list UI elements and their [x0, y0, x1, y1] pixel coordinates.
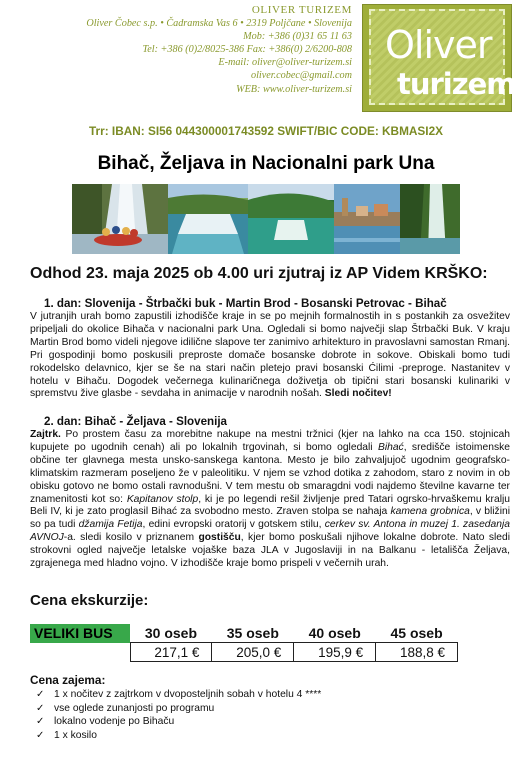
includes-list [36, 688, 321, 742]
group-35: 35 oseb [226, 625, 279, 641]
photo-waterfall [168, 184, 248, 254]
company-logo [362, 4, 516, 112]
day2-lead: Zajtrk. [30, 429, 61, 440]
website[interactable]: WEB: www.oliver-turizem.si [236, 83, 352, 95]
day2-italic-3: kamena grobnica [390, 506, 470, 518]
group-30: 30 oseb [144, 625, 197, 641]
day2-text-3: , ki je po legendi rešil življenje pred Tatari ogrsko-hrvaškemu kralju Beli IV, ki je zato proglasil Bihać za svobodno mesto. Zraven stolpa se nahaja [30, 493, 510, 518]
photo-green-lake [248, 184, 334, 254]
list-item-text: vse oglede zunanjosti po programu [54, 702, 215, 714]
day1-heading [44, 297, 447, 310]
company-address: Oliver Čobec s.p. • Čadramska Vas 6 • 2319 Poljčane • Slovenija [86, 18, 352, 30]
list-item-text: lokalno vodenje po Bihaču [54, 716, 175, 728]
day2-italic-4: džamija Fetija [78, 519, 143, 531]
trip-title: Bihač, Željava in Nacionalni park Una [97, 153, 435, 174]
list-item-text: 1 x kosilo [54, 729, 97, 741]
day1-title: dan: Slovenija - Štrbački buk - Martin Brod - Bosanski Petrovac - Bihač [56, 297, 447, 310]
list-item [36, 688, 321, 702]
price-row-spacer [30, 643, 130, 662]
day2-heading [44, 415, 227, 428]
departure-info: Odhod 23. maja 2025 ob 4.00 uri zjutraj iz AP Videm KRŠKO: [30, 265, 488, 282]
day2-title: dan: Bihač - Željava - Slovenija [56, 415, 227, 428]
day2-text-1: Po prostem času za morebitne nakupe na mestni tržnici (kjer na lahko na cca 150. stojnicah kupujete po ugodnih cenah) ali po lokalnih trgovinah, si bomo ogledali [30, 429, 510, 453]
email-primary[interactable]: E-mail: oliver@oliver-turizem.si [218, 57, 352, 69]
list-item [36, 729, 321, 743]
day2-description [30, 429, 510, 571]
bank-account: Trr: IBAN: SI56 044300001743592 SWIFT/BIC CODE: KBMASI2X [88, 124, 444, 138]
day1-number: 1. [44, 297, 54, 310]
logo-word-oliver: Oliver [385, 23, 492, 67]
list-item-text: 1 x nočitev z zajtrkom v dvoposteljnih sobah v hotelu 4 **** [54, 689, 322, 700]
checkmark-icon: ✓ [36, 716, 45, 728]
photo-strip [72, 184, 460, 254]
contact-block [40, 4, 352, 96]
day1-text: V jutranjih urah bomo zapustili izhodišče kraje in se po mejnih formalnostih in s postankih za osvežitev pripeljali do okolice Bihača v nacionalni park Una. Ogledali si bomo največji slap Štrbački Buk. V kraju Martin Brod bomo videli njegove idilične slapove ter zanimivo arhitekturo in pravoslavni samostan Rmanj. Pri gospodinji bomo poskusili preproste domače bosanske dobrote in sokove. Obiskali bomo tudi rokodelsko delavnico, kjer se še na stari način pletejo pravi bosanski Ćilimi -preproge. Nastanitev v hotelu v Bihaču. Dogodek večernega kulinaričnega doživetja ob tipični stari bosanski kulinariki v spremstvu žive glasbe - sevdaha in animacije v narodnih nošah. [30, 311, 510, 400]
day2-text-5: , edini evropski oratorij v gotskem stilu, [142, 519, 325, 531]
includes-heading: Cena zajema: [30, 673, 106, 687]
photo-town-river [334, 184, 400, 254]
day2-italic-5: cerkev sv. Antona in muzej 1. zasedanja AVNOJ [30, 519, 510, 544]
day2-number: 2. [44, 415, 54, 428]
day2-text-2: , središče istoimenske občine ter glavnega mesta unsko-sanskega kantona. Mesto je bilo zahvaljujoč ugodnim geografsko-klimatskim razmeram poseljeno že v paleolitiku. V njem se vzhod dotika z zahodom, staro z novim in ob obisku gotovo ne bomo ostali ravnodušni. V tem mestu ob smaragdni vodi najdemo številne kavarne ter znamenitosti kot so: [30, 441, 510, 505]
day2-text-7: , kjer bomo poskušali njihove lokalne dobrote. Nato sledi strokovni ogled največje letalske vojaške baza JLA v Jugoslaviji in na Balkanu - letališča Željava, zgrajenega med hladno vojno. V izhodišče kraje bomo prispeli v večernih urah. [30, 532, 510, 570]
logo-word-turizem: turizem [397, 67, 516, 101]
day2-text-6: -a. sledi kosilo v priznanem [63, 532, 199, 544]
price-table [30, 624, 458, 662]
company-name: OLIVER TURIZEM [251, 4, 352, 16]
mobile-phone: Mob: +386 (0)31 65 11 63 [243, 31, 352, 43]
price-35: 205,0 € [212, 643, 294, 662]
day1-text-end: Sledi nočitev! [324, 388, 392, 400]
price-40: 195,9 € [294, 643, 376, 662]
checkmark-icon: ✓ [36, 729, 45, 741]
day2-italic-1: Bihać [377, 441, 404, 453]
day1-description [30, 311, 510, 401]
group-45: 45 oseb [390, 625, 443, 641]
phone-fax: Tel: +386 (0)2/8025-386 Fax: +386(0) 2/6200-808 [142, 44, 352, 56]
day2-bold-1: gostišču [198, 532, 241, 544]
photo-rafting [72, 184, 168, 254]
checkmark-icon: ✓ [36, 689, 45, 700]
checkmark-icon: ✓ [36, 702, 45, 714]
day2-italic-2: Kapitanov stolp [126, 493, 199, 505]
group-40: 40 oseb [308, 625, 361, 641]
email-secondary[interactable]: oliver.cobec@gmail.com [250, 70, 352, 82]
photo-forest-falls [400, 184, 460, 254]
price-30: 217,1 € [130, 643, 212, 662]
list-item [36, 702, 321, 716]
list-item [36, 715, 321, 729]
bus-label: VELIKI BUS [30, 624, 130, 643]
price-45: 188,8 € [376, 643, 458, 662]
day2-text-4: , v bližini so pa tudi [30, 506, 511, 531]
price-heading: Cena ekskurzije: [30, 592, 149, 609]
